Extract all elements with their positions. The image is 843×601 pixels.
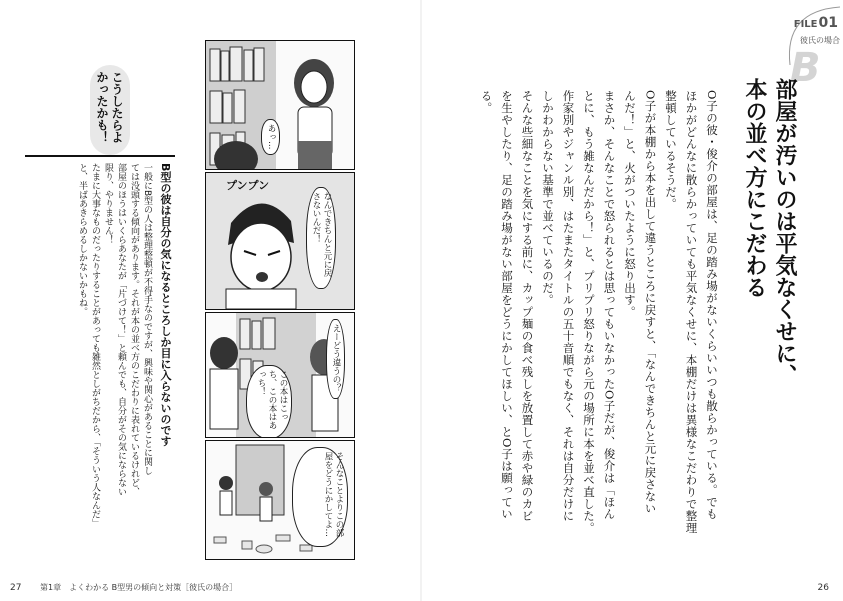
body-line: そんな些細なことを気にする前に、カップ麺の食べ残しを放置して赤や緑のカビ (520, 90, 535, 522)
b-note-line: 限り、やりません！ (103, 163, 113, 244)
callout-tip (90, 65, 130, 155)
title-line-1: 部屋が汚いのは平気なくせに、 (772, 78, 797, 386)
body-line: O子が本棚から本を出して違うところに戻すと、「なんできちんと元に戻さない (643, 90, 658, 515)
panel-1-bubble: あっ… (261, 119, 280, 155)
panel-2-sfx: プンプン (226, 179, 270, 192)
b-type-note (25, 155, 175, 547)
b-note-line: たまに大事なものだったりすることがあっても雑然としがちだから、「そういう人なんだ」 (90, 163, 100, 528)
file-subtitle: 彼氏の場合 (800, 36, 840, 45)
b-note-heading: B型の彼は自分の気になるところしか目に入らないのです (159, 163, 172, 447)
body-line: んだ！」と、火がついたように怒り出す。 (623, 90, 637, 318)
body-line: 整頓しているそうだ。 (664, 90, 678, 210)
page-title (739, 78, 799, 518)
file-label-number: 01 (818, 15, 838, 31)
body-line: O子の彼・俊介の部屋は、足の踏み場がないくらいいつも散らかっている。でも (705, 90, 719, 520)
b-note-line: ては没頭する傾向があります。それが本の並べ方のこだわりに表れているけれど、 (129, 163, 139, 496)
body-line: まさか、そんなことで怒られるとは思ってもいなかったO子だが、俊介は「ほん (602, 90, 617, 520)
comic-panel-1 (205, 40, 355, 170)
body-line: 作家別やジャンル別、はたまたタイトルの五十音順でもなく、それは自分だけに (561, 90, 576, 522)
running-footer: 第1章 よくわかる B型男の傾向と対策［彼氏の場合］ (40, 583, 238, 592)
comic-panel-2 (205, 172, 355, 310)
comic-panel-3 (205, 312, 355, 438)
badge-letter: B (790, 45, 821, 91)
panel-2-bubble: なんできちんと元に戻さないんだ！ (306, 187, 336, 289)
b-note-line: と、半ばあきらめるしかないかもね。 (77, 163, 87, 316)
b-note-line: 部屋のほうはいくらあなたが「片づけて！」と頼んでも、自分がその気にならない (116, 163, 126, 496)
panel-3-bubble-b: この本はこっち、この本はあっち！ (246, 365, 292, 438)
panel-4-bubble: そんなことよりこの部屋をどうにかしてよ… (292, 447, 348, 547)
body-line: ほかがどんなに散らかっていても平気なくせに、本棚だけは異様なこだわりで整理 (684, 90, 699, 534)
file-label (794, 15, 838, 31)
b-note-line: 一般にB型の人は整理整頓が不得手なのですが、興味や関心があることに関し (142, 163, 152, 476)
comic-strip (205, 40, 355, 560)
file-label-prefix: FILE (793, 19, 818, 30)
right-page (421, 0, 843, 601)
body-line: しかわからない基準で並べているのだ。 (541, 90, 555, 306)
callout-text: こうしたらよかったかも！ (95, 71, 124, 143)
title-line-2: 本の並べ方にこだわる (742, 78, 767, 298)
comic-panel-4 (205, 440, 355, 560)
file-badge (782, 5, 843, 91)
body-text (476, 90, 722, 540)
panel-3-bubble-a: えーどう違うの？ (326, 319, 345, 399)
page-number-right: 26 (817, 583, 829, 593)
panel-1-art (206, 41, 354, 169)
page-number-left: 27 (10, 583, 22, 593)
left-page (0, 0, 421, 601)
body-line: を生やしたり、足の踏み場がない部屋をどうにかしてほしい、とO子は願っている。 (479, 90, 514, 520)
b-note-body (75, 163, 153, 533)
body-line: とに、もう雑なんだから！」と、プリプリ怒りながら元の場所に本を並べ直した。 (582, 90, 596, 534)
